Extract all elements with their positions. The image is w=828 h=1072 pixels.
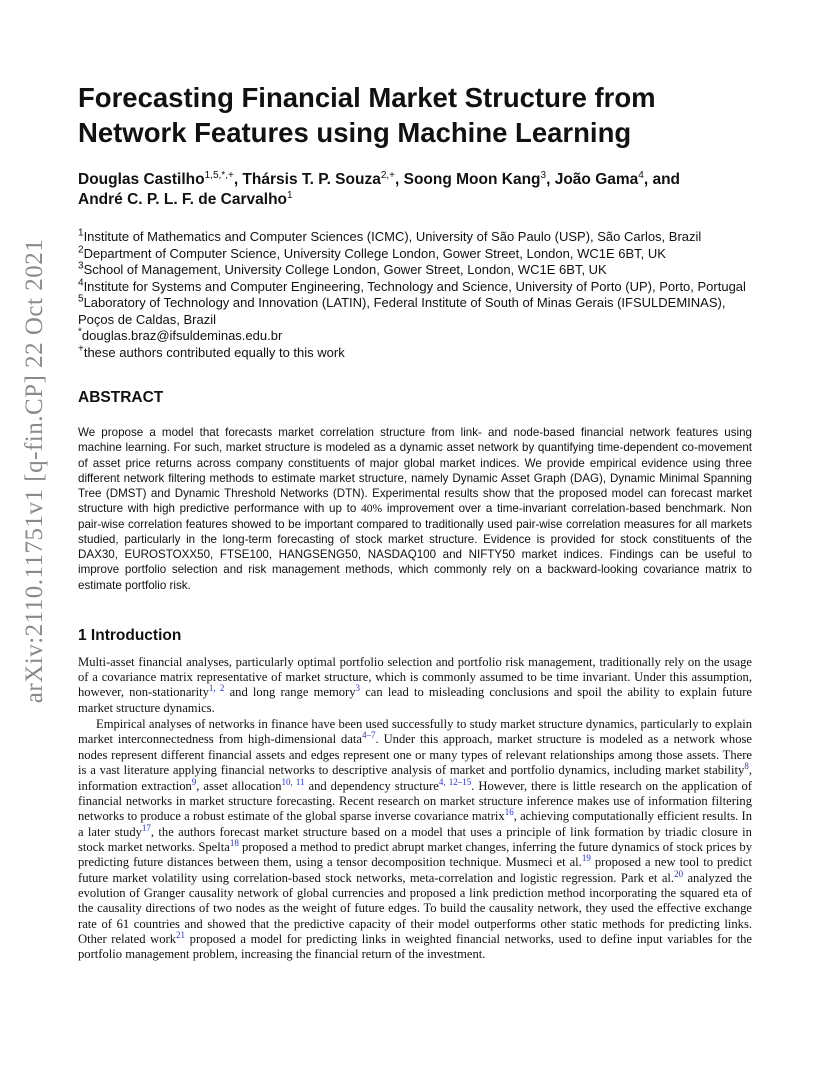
author-affiliation-mark: 1 [287,189,293,201]
affiliation-line [78,262,752,279]
arxiv-identifier: arXiv:2110.11751v1 [q-fin.CP] 22 Oct 2021 [21,238,48,704]
citation-link[interactable]: 19 [581,853,591,864]
affiliation-mark: 4 [78,277,84,289]
citation-link[interactable]: 10, 11 [281,776,305,787]
citation-link[interactable]: 1, 2 [208,683,225,694]
affiliation-mark: + [78,343,84,355]
affiliation-mark: 1 [78,227,84,239]
paper-content [78,80,752,963]
affiliation-mark: 3 [78,260,84,272]
affiliation-line [78,295,752,312]
author-affiliation-mark: 4 [638,169,644,181]
affiliation-line [78,279,752,296]
author-affiliation-mark: 2,+ [380,169,396,181]
citation-link[interactable]: 9 [191,776,197,787]
citation-link[interactable]: 16 [504,807,514,817]
author-list [78,170,752,210]
citation-link[interactable]: 17 [141,822,151,833]
author-affiliation-mark: 1,5,*,+ [204,169,234,181]
affiliation-line [78,328,752,345]
improvement-percentage: 40% [360,502,383,516]
author-name: , João Gama [546,171,639,188]
citation-link[interactable]: 4–7 [362,730,376,741]
arxiv-sidebar [12,168,58,774]
affiliation-text: School of Management, University College London, Gower Street, London, WC1E 6BT, UK [83,262,607,277]
author-name: , Soong Moon Kang [395,171,541,188]
affiliation-mark: 5 [78,293,84,305]
author-affiliation-mark: 3 [540,169,547,181]
affiliation-text: Department of Computer Science, University College London, Gower Street, London, WC1E 6BT, UK [83,245,666,261]
title-line-1: Forecasting Financial Market Structure from [78,82,656,113]
affiliation-text: Institute for Systems and Computer Engineering, Technology and Science, University of Porto (UP), Porto, Portugal [83,278,746,294]
affiliation-text: Poços de Caldas, Brazil [78,311,217,327]
affiliation-mark: * [78,326,82,338]
author-conjunction: , and [643,171,681,188]
citation-link[interactable]: 20 [674,868,684,879]
introduction-heading: 1 Introduction [78,626,182,644]
author-name: André C. P. L. F. de Carvalho [78,191,288,208]
paper-title [78,80,752,150]
affiliation-text: Institute of Mathematics and Computer Sciences (ICMC), University of São Paulo (USP), São Carlos, Brazil [83,229,702,244]
abstract-text: We propose a model that forecasts market correlation structure from link- and node-based financial network features using machine learning. For such, market structure is modeled as a dynamic asset network by quantifying time-dependent co-movement of asset price returns across company constituents of major global market indices. We provide empirical evidence using three different network filtering methods to estimate market structure, namely Dynamic Asset Graph (DAG), Dynamic Minimal Spanning Tree (DMST) and Dynamic Threshold Networks (DTN). Experimental results show that the proposed model can forecast market structure with high predictive performance with up to 40% improvement over a time-invariant correlation-based benchmark. Non pair-wise correlation features showed to be important compared to traditionally used pair-wise correlation measures for all markets studied, particularly in the long-term forecasting of stock market structure. Evidence is provided for stock constituents of the DAX30, EUROSTOXX50, FTSE100, HANGSENG50, NASDAQ100 and NIFTY50 market indices. Findings can be useful to improve portfolio selection and risk management methods, which commonly rely on a backward-looking covariance matrix to estimate portfolio risk. [78,426,752,592]
affiliation-text: these authors contributed equally to this work [83,344,345,360]
affiliation-mark: 2 [78,244,84,256]
citation-link[interactable]: 3 [355,683,361,694]
citation-link[interactable]: 8 [744,760,749,771]
citation-link[interactable]: 18 [229,837,239,848]
title-line-2: Network Features using Machine Learning [78,117,632,148]
abstract-heading: ABSTRACT [78,389,164,406]
affiliation-text: Laboratory of Technology and Innovation (LATIN), Federal Institute of South of Minas Gerais (IFSULDEMINAS), [83,295,726,310]
affiliation-line [78,229,752,246]
introduction-paragraph-2: Empirical analyses of networks in finance have been used successfully to study market structure dynamics, particularly to explain market interconnectedness from high-dimensional data$^{4-7}$. Under this approach, market structure is modeled as a network whose nodes represent different financial assets and edges represent one or many types of relevant relationships among those assets. There is a vast literature applying financial networks to descriptive analysis of market and portfolio dynamics, including market stability$^8$, information extraction$^9$, asset allocation$^{10, 11}$ and dependency structure$^{4, 12-15}$. However, there is little research on the application of financial networks in market structure forecasting. Recent research on market structure inference makes use of information filtering networks to produce a robust estimate of the global sparse inverse covariance matrix$^{16}$, achieving computationally efficient results. In a later study$^{17}$, the authors forecast market structure based on a model that uses a principle of link formation by triadic closure in stock market networks. Spelta$^{18}$ proposed a method to predict abrupt market changes, inferring the future dynamics of stock prices by predicting future distances between them, using a tensor decomposition technique. Musmeci et al.$^{19}$ proposed a new tool to predict future market volatility using correlation-based stock networks, meta-correlation and logistic regression. Park et al.$^{20}$ analyzed the evolution of Granger causality network of global currencies and proposed a link prediction method incorporating the squared eta of the causality directions of two nodes as the weight of future edges. To build the causality network, they used the effective exchange rate of 61 countries and showed that the predictive capacity of their model outperforms other static methods for predicting links. Other related work$^{21}$ proposed a model for predicting links in weighted financial networks, used to define input variables for the portfolio management problem, increasing the financial return of the investment. [78,717,753,962]
affiliation-line [78,312,752,329]
affiliation-list [78,229,752,361]
affiliation-line [78,345,752,362]
author-name: Douglas Castilho [78,171,205,188]
citation-link[interactable]: 21 [176,929,186,940]
introduction-paragraph-1: Multi-asset financial analyses, particularly optimal portfolio selection and portfolio risk management, traditionally rely on the usage of a covariance matrix representative of market structure, which is commonly assumed to be time invariant. Under this assumption, however, non-stationarity$^{1, 2}$ and long range memory$^3$ can lead to misleading conclusions and spoil the ability to explain future market structure dynamics. [78,654,753,715]
citation-link[interactable]: 4, 12–15 [438,776,472,787]
affiliation-text: douglas.braz@ifsuldeminas.edu.br [81,328,283,343]
affiliation-line [78,246,752,263]
author-name: , Thársis T. P. Souza [233,171,381,188]
